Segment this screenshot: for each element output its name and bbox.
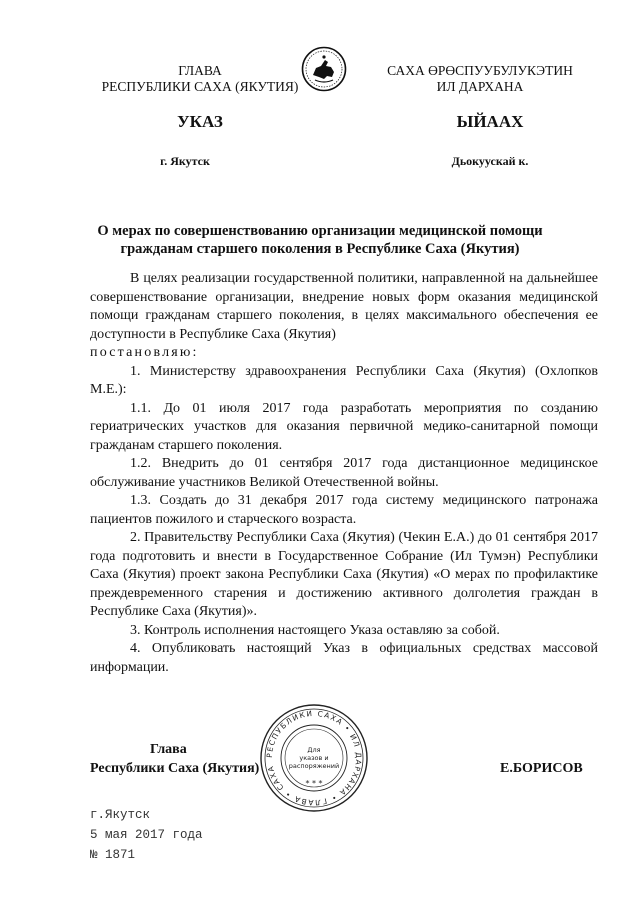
official-seal-stamp: [258, 702, 370, 814]
decree-title-line2: гражданам старшего поколения в Республике Саха (Якутия): [120, 241, 520, 257]
footer: [90, 805, 203, 865]
paragraph-2: 2. Правительству Республики Саха (Якутия) (Чекин Е.А.) до 01 сентября 2017 года подготовить и внести в Государственное Собрание (Ил Тумэн) Республики Саха (Якутия) проект закона Республики Саха (Якутия) «О мерах по профилактике преждевременного старения и достижению активного долголетия граждан в Республике Саха (Якутия)».: [90, 530, 598, 619]
svg-text:РЕСПУБЛИКИ САХА • ИЛ ДАРХАНА •: РЕСПУБЛИКИ САХА • ИЛ ДАРХАНА • ГЛАВА • САХА: [264, 708, 364, 808]
city-ru: г. Якутск: [160, 154, 210, 168]
stamp-line1: Для: [307, 746, 321, 754]
signer-role-line2: Республики Саха (Якутия): [90, 761, 260, 776]
issuer-sah-line1: САХА ӨРӨСПУУБУЛУКЭТИН: [387, 63, 573, 78]
decree-title: [70, 222, 570, 258]
issuer-sah-line2: ИЛ ДАРХАНА: [436, 79, 524, 94]
paragraph-1-1: 1.1. До 01 июля 2017 года разработать мероприятия по созданию гериатрических участков для оказания первичной медико-санитарной помощи гражданам старшего поколения.: [90, 400, 598, 453]
issuer-ru-line2: РЕСПУБЛИКИ САХА (ЯКУТИЯ): [101, 79, 299, 94]
paragraph-1-2: 1.2. Внедрить до 01 сентября 2017 года дистанционное медицинское обслуживание участников Великой Отечественной войны.: [90, 456, 598, 490]
doc-type-sah: ЫЙААХ: [456, 112, 524, 131]
svg-text:* * *: * * *: [305, 779, 323, 788]
signer-name: Е.БОРИСОВ: [500, 761, 583, 776]
city-sah: Дьокуускай к.: [451, 154, 529, 168]
paragraph-1-3: 1.3. Создать до 31 декабря 2017 года систему медицинского патронажа пациентов пожилого и старческого возраста.: [90, 493, 598, 527]
paragraph-1: 1. Министерству здравоохранения Республики Саха (Якутия) (Охлопков М.Е.):: [90, 363, 598, 397]
stamp-line2: указов и: [299, 754, 329, 762]
footer-number: № 1871: [90, 848, 136, 862]
decree-body: [90, 270, 598, 677]
footer-city: г.Якутск: [90, 808, 151, 822]
issuer-ru: [70, 63, 330, 95]
paragraph-3: 3. Контроль исполнения настоящего Указа оставляю за собой.: [130, 622, 500, 638]
decree-word: постановляю:: [90, 345, 199, 360]
issuer-sah: [355, 63, 605, 95]
footer-date: 5 мая 2017 года: [90, 828, 203, 842]
stamp-line3: распоряжений: [288, 762, 340, 770]
coat-of-arms-emblem: [301, 46, 347, 92]
doc-type-ru: УКАЗ: [177, 112, 223, 131]
paragraph-4: 4. Опубликовать настоящий Указ в официальных средствах массовой информации.: [90, 641, 598, 675]
decree-title-line1: О мерах по совершенствованию организации медицинской помощи: [97, 223, 543, 239]
signer-role-line1: Глава: [150, 742, 187, 757]
issuer-ru-line1: ГЛАВА: [178, 63, 222, 78]
intro-paragraph: В целях реализации государственной политики, направленной на дальнейшее совершенствование организации, внедрение новых форм оказания медицинской помощи гражданам старшего поколения, в целях максимального обеспечения ее доступности в Республике Саха (Якутия): [90, 271, 598, 342]
